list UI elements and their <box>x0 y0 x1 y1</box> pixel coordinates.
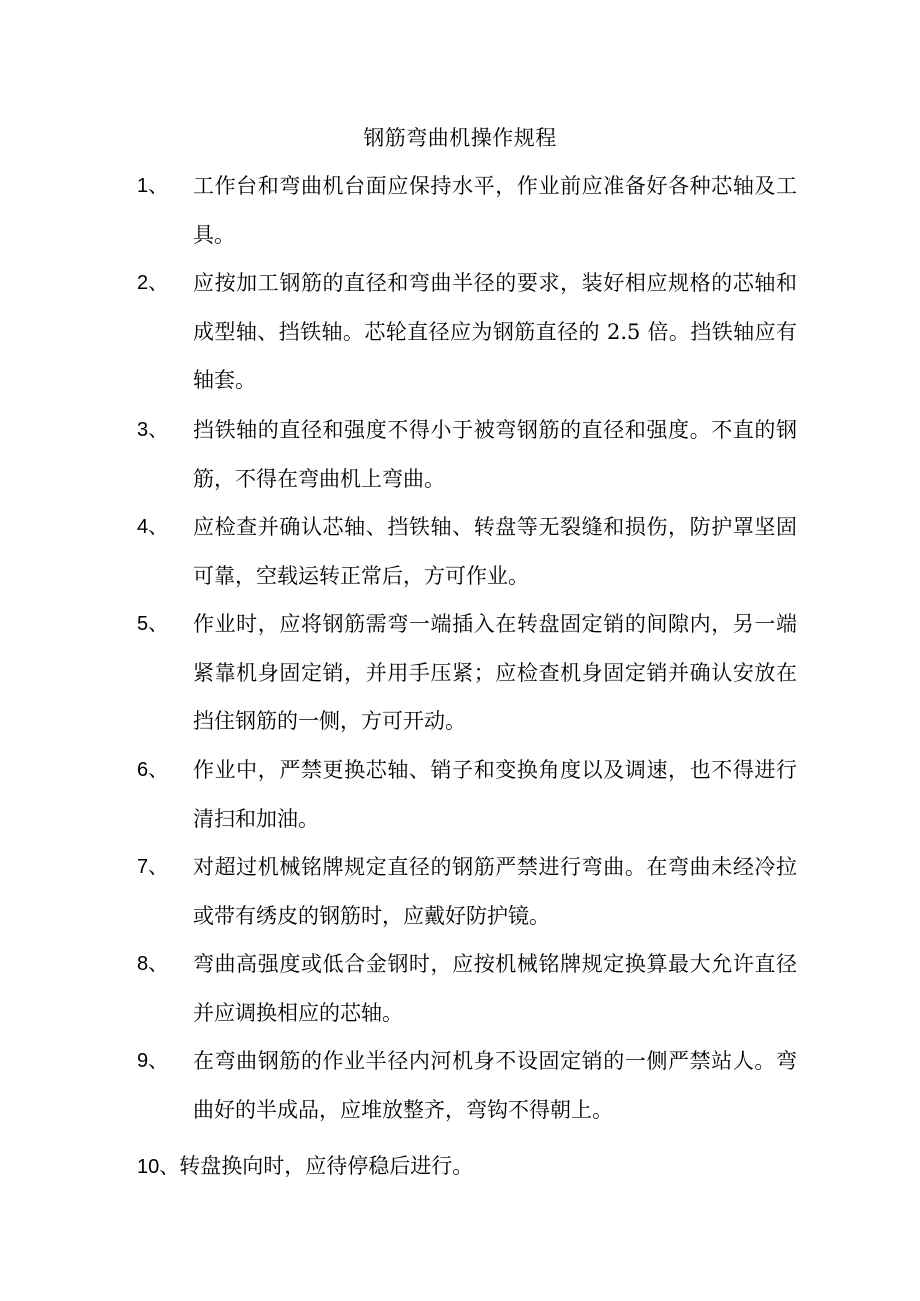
item-text: 对超过机械铭牌规定直径的钢筋严禁进行弯曲。在弯曲未经冷拉或带有绣皮的钢筋时，应戴好防护镜。 <box>193 855 797 928</box>
list-item <box>137 843 797 940</box>
item-number: 5、 <box>137 613 169 635</box>
list-item <box>137 600 797 746</box>
item-number: 2、 <box>137 272 169 294</box>
item-text: 应按加工钢筋的直径和弯曲半径的要求，装好相应规格的芯轴和成型轴、挡铁轴。芯轮直径应为钢筋直径的 2.5 倍。挡铁轴应有轴套。 <box>193 271 797 393</box>
item-number: 8、 <box>137 953 169 975</box>
list-item <box>137 406 797 503</box>
item-text: 应检查并确认芯轴、挡铁轴、转盘等无裂缝和损伤，防护罩坚固可靠，空载运转正常后，方可作业。 <box>193 515 797 588</box>
item-number: 1、 <box>137 175 169 197</box>
list-item <box>137 746 797 843</box>
item-text: 作业中，严禁更换芯轴、销子和变换角度以及调速，也不得进行清扫和加油。 <box>193 758 797 831</box>
document-title: 钢筋弯曲机操作规程 <box>363 126 557 150</box>
item-number: 6、 <box>137 759 169 781</box>
item-text: 作业时，应将钢筋需弯一端插入在转盘固定销的间隙内，另一端紧靠机身固定销，并用手压紧；应检查机身固定销并确认安放在挡住钢筋的一侧，方可开动。 <box>193 612 797 734</box>
list-item <box>137 940 797 1037</box>
list-item <box>137 1142 797 1192</box>
item-number: 10、 <box>137 1156 180 1178</box>
item-text: 挡铁轴的直径和强度不得小于被弯钢筋的直径和强度。不直的钢筋，不得在弯曲机上弯曲。 <box>193 418 797 491</box>
item-text: 在弯曲钢筋的作业半径内河机身不设固定销的一侧严禁站人。弯曲好的半成品，应堆放整齐，弯钩不得朝上。 <box>193 1049 797 1122</box>
item-text: 工作台和弯曲机台面应保持水平，作业前应准备好各种芯轴及工具。 <box>193 174 797 247</box>
list-item <box>137 503 797 600</box>
list-item <box>137 162 797 259</box>
list-item <box>137 1037 797 1134</box>
item-text: 弯曲高强度或低合金钢时，应按机械铭牌规定换算最大允许直径并应调换相应的芯轴。 <box>193 952 797 1025</box>
item-text: 转盘换向时，应待停稳后进行。 <box>179 1154 474 1178</box>
item-number: 4、 <box>137 516 169 538</box>
item-number: 9、 <box>137 1050 169 1072</box>
item-number: 3、 <box>137 419 169 441</box>
item-number: 7、 <box>137 856 169 878</box>
list-item <box>137 259 797 405</box>
